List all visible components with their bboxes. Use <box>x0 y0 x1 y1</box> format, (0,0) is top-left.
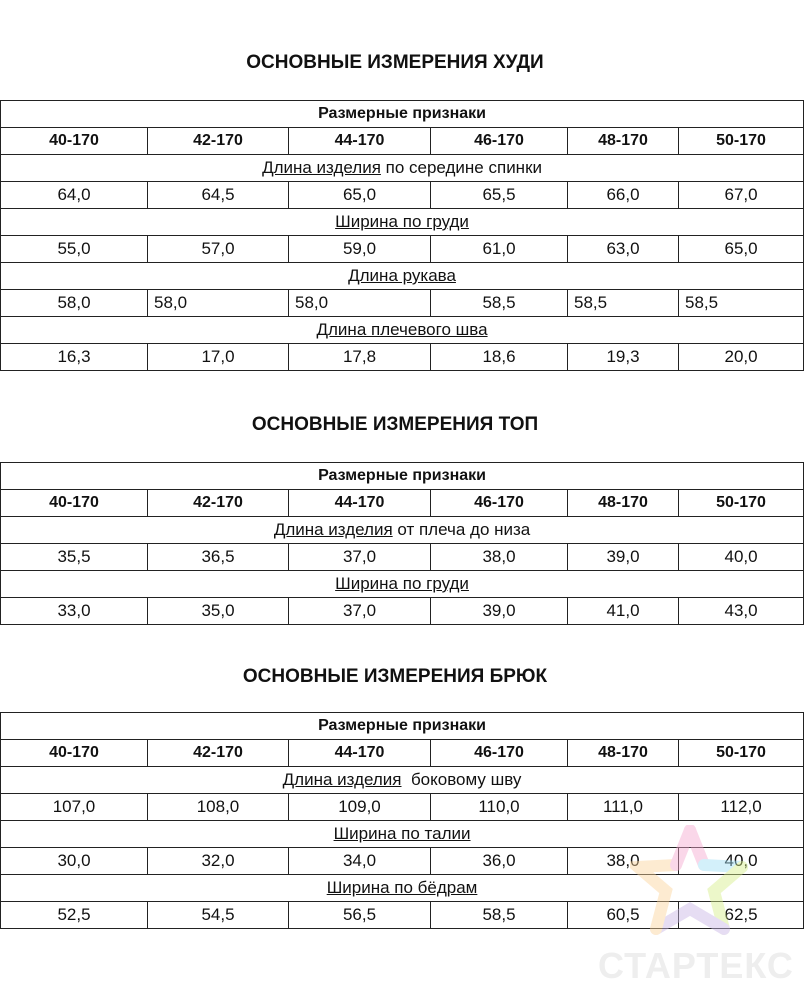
value-cell: 64,0 <box>1 182 148 209</box>
measurement-label <box>1 317 804 344</box>
value-cell: 37,0 <box>289 544 431 571</box>
sizes-row <box>1 128 804 155</box>
value-cell: 30,0 <box>1 848 148 875</box>
value-cell: 40,0 <box>679 848 804 875</box>
measurement-label-main: Длина изделия <box>262 158 381 177</box>
size-cell: 48-170 <box>568 740 679 767</box>
value-cell: 66,0 <box>568 182 679 209</box>
measurement-label-main: Длина изделия <box>273 520 393 539</box>
measurement-label <box>1 209 804 236</box>
measurement-label-row <box>1 209 804 236</box>
value-cell: 52,5 <box>1 902 148 929</box>
header-row <box>1 101 804 128</box>
value-cell: 37,0 <box>289 598 431 625</box>
size-cell: 44-170 <box>289 740 431 767</box>
value-cell: 110,0 <box>431 794 568 821</box>
value-cell: 56,5 <box>289 902 431 929</box>
value-cell: 16,3 <box>1 344 148 371</box>
value-cell: 62,5 <box>679 902 804 929</box>
value-cell: 63,0 <box>568 236 679 263</box>
measurement-label-rest: от плеча до низа <box>392 520 531 539</box>
value-cell: 34,0 <box>289 848 431 875</box>
size-cell: 44-170 <box>289 490 431 517</box>
value-cell: 35,5 <box>1 544 148 571</box>
measurements-table <box>0 462 804 625</box>
value-cell: 112,0 <box>679 794 804 821</box>
size-cell: 50-170 <box>679 128 804 155</box>
size-cell: 50-170 <box>679 740 804 767</box>
value-cell: 40,0 <box>679 544 804 571</box>
value-cell: 65,5 <box>431 182 568 209</box>
measurements-table <box>0 100 804 371</box>
size-cell: 48-170 <box>568 128 679 155</box>
value-cell: 64,5 <box>148 182 289 209</box>
measurement-label-main: Ширина по бёдрам <box>326 878 478 897</box>
measurement-label-row <box>1 571 804 598</box>
value-cell: 59,0 <box>289 236 431 263</box>
value-cell: 58,5 <box>431 902 568 929</box>
measurement-values-row <box>1 236 804 263</box>
value-cell: 65,0 <box>289 182 431 209</box>
measurement-label-main: Длина рукава <box>348 266 456 285</box>
measurement-label-main: Длина плечевого шва <box>316 320 488 339</box>
table-title: ОСНОВНЫЕ ИЗМЕРЕНИЯ ТОП <box>251 414 539 435</box>
value-cell: 17,0 <box>148 344 289 371</box>
measurement-label <box>1 263 804 290</box>
size-cell: 40-170 <box>1 490 148 517</box>
measurement-label-rest: боковому шву <box>401 770 522 789</box>
value-cell: 38,0 <box>568 848 679 875</box>
size-features-header: Размерные признаки <box>1 463 804 490</box>
measurement-values-row <box>1 290 804 317</box>
table-title: ОСНОВНЫЕ ИЗМЕРЕНИЯ ХУДИ <box>246 52 544 73</box>
measurement-label-row <box>1 155 804 182</box>
value-cell: 38,0 <box>431 544 568 571</box>
size-features-header: Размерные признаки <box>1 101 804 128</box>
size-cell: 50-170 <box>679 490 804 517</box>
size-cell: 44-170 <box>289 128 431 155</box>
value-cell: 43,0 <box>679 598 804 625</box>
table-title: ОСНОВНЫЕ ИЗМЕРЕНИЯ БРЮК <box>242 666 548 687</box>
measurement-values-row <box>1 182 804 209</box>
size-cell: 42-170 <box>148 490 289 517</box>
value-cell: 65,0 <box>679 236 804 263</box>
value-cell: 19,3 <box>568 344 679 371</box>
value-cell: 108,0 <box>148 794 289 821</box>
value-cell: 67,0 <box>679 182 804 209</box>
measurement-values-row <box>1 344 804 371</box>
size-cell: 46-170 <box>431 490 568 517</box>
value-cell: 55,0 <box>1 236 148 263</box>
value-cell: 20,0 <box>679 344 804 371</box>
size-cell: 42-170 <box>148 128 289 155</box>
measurement-label <box>1 517 804 544</box>
measurement-values-row <box>1 598 804 625</box>
value-cell: 41,0 <box>568 598 679 625</box>
measurement-label-row <box>1 263 804 290</box>
measurement-label-row <box>1 767 804 794</box>
measurement-values-row <box>1 794 804 821</box>
value-cell: 32,0 <box>148 848 289 875</box>
value-cell: 58,0 <box>289 290 431 317</box>
size-cell: 46-170 <box>431 128 568 155</box>
header-row <box>1 463 804 490</box>
value-cell: 58,5 <box>679 290 804 317</box>
value-cell: 35,0 <box>148 598 289 625</box>
size-cell: 40-170 <box>1 740 148 767</box>
sizes-row <box>1 490 804 517</box>
measurement-label-main: Длина изделия <box>282 770 402 789</box>
value-cell: 36,5 <box>148 544 289 571</box>
value-cell: 61,0 <box>431 236 568 263</box>
measurement-values-row <box>1 544 804 571</box>
value-cell: 107,0 <box>1 794 148 821</box>
value-cell: 39,0 <box>568 544 679 571</box>
size-cell: 48-170 <box>568 490 679 517</box>
measurement-label-main: Ширина по груди <box>335 574 469 593</box>
value-cell: 109,0 <box>289 794 431 821</box>
size-features-header: Размерные признаки <box>1 713 804 740</box>
measurement-label-main: Ширина по груди <box>335 212 469 231</box>
value-cell: 36,0 <box>431 848 568 875</box>
value-cell: 54,5 <box>148 902 289 929</box>
value-cell: 111,0 <box>568 794 679 821</box>
value-cell: 58,0 <box>1 290 148 317</box>
value-cell: 39,0 <box>431 598 568 625</box>
value-cell: 60,5 <box>568 902 679 929</box>
size-cell: 40-170 <box>1 128 148 155</box>
value-cell: 57,0 <box>148 236 289 263</box>
value-cell: 33,0 <box>1 598 148 625</box>
measurement-label-row <box>1 317 804 344</box>
value-cell: 58,0 <box>148 290 289 317</box>
value-cell: 58,5 <box>431 290 568 317</box>
header-row <box>1 713 804 740</box>
measurement-label-row <box>1 517 804 544</box>
measurement-label-main: Ширина по талии <box>333 824 471 843</box>
measurement-label <box>1 155 804 182</box>
size-cell: 42-170 <box>148 740 289 767</box>
measurement-label <box>1 767 804 794</box>
value-cell: 17,8 <box>289 344 431 371</box>
measurement-label-rest: по середине спинки <box>380 158 543 177</box>
size-cell: 46-170 <box>431 740 568 767</box>
measurement-label <box>1 571 804 598</box>
watermark-text: СТАРТЕКС <box>598 945 794 986</box>
sizes-row <box>1 740 804 767</box>
value-cell: 18,6 <box>431 344 568 371</box>
startex-star-logo <box>630 825 750 935</box>
value-cell: 58,5 <box>568 290 679 317</box>
